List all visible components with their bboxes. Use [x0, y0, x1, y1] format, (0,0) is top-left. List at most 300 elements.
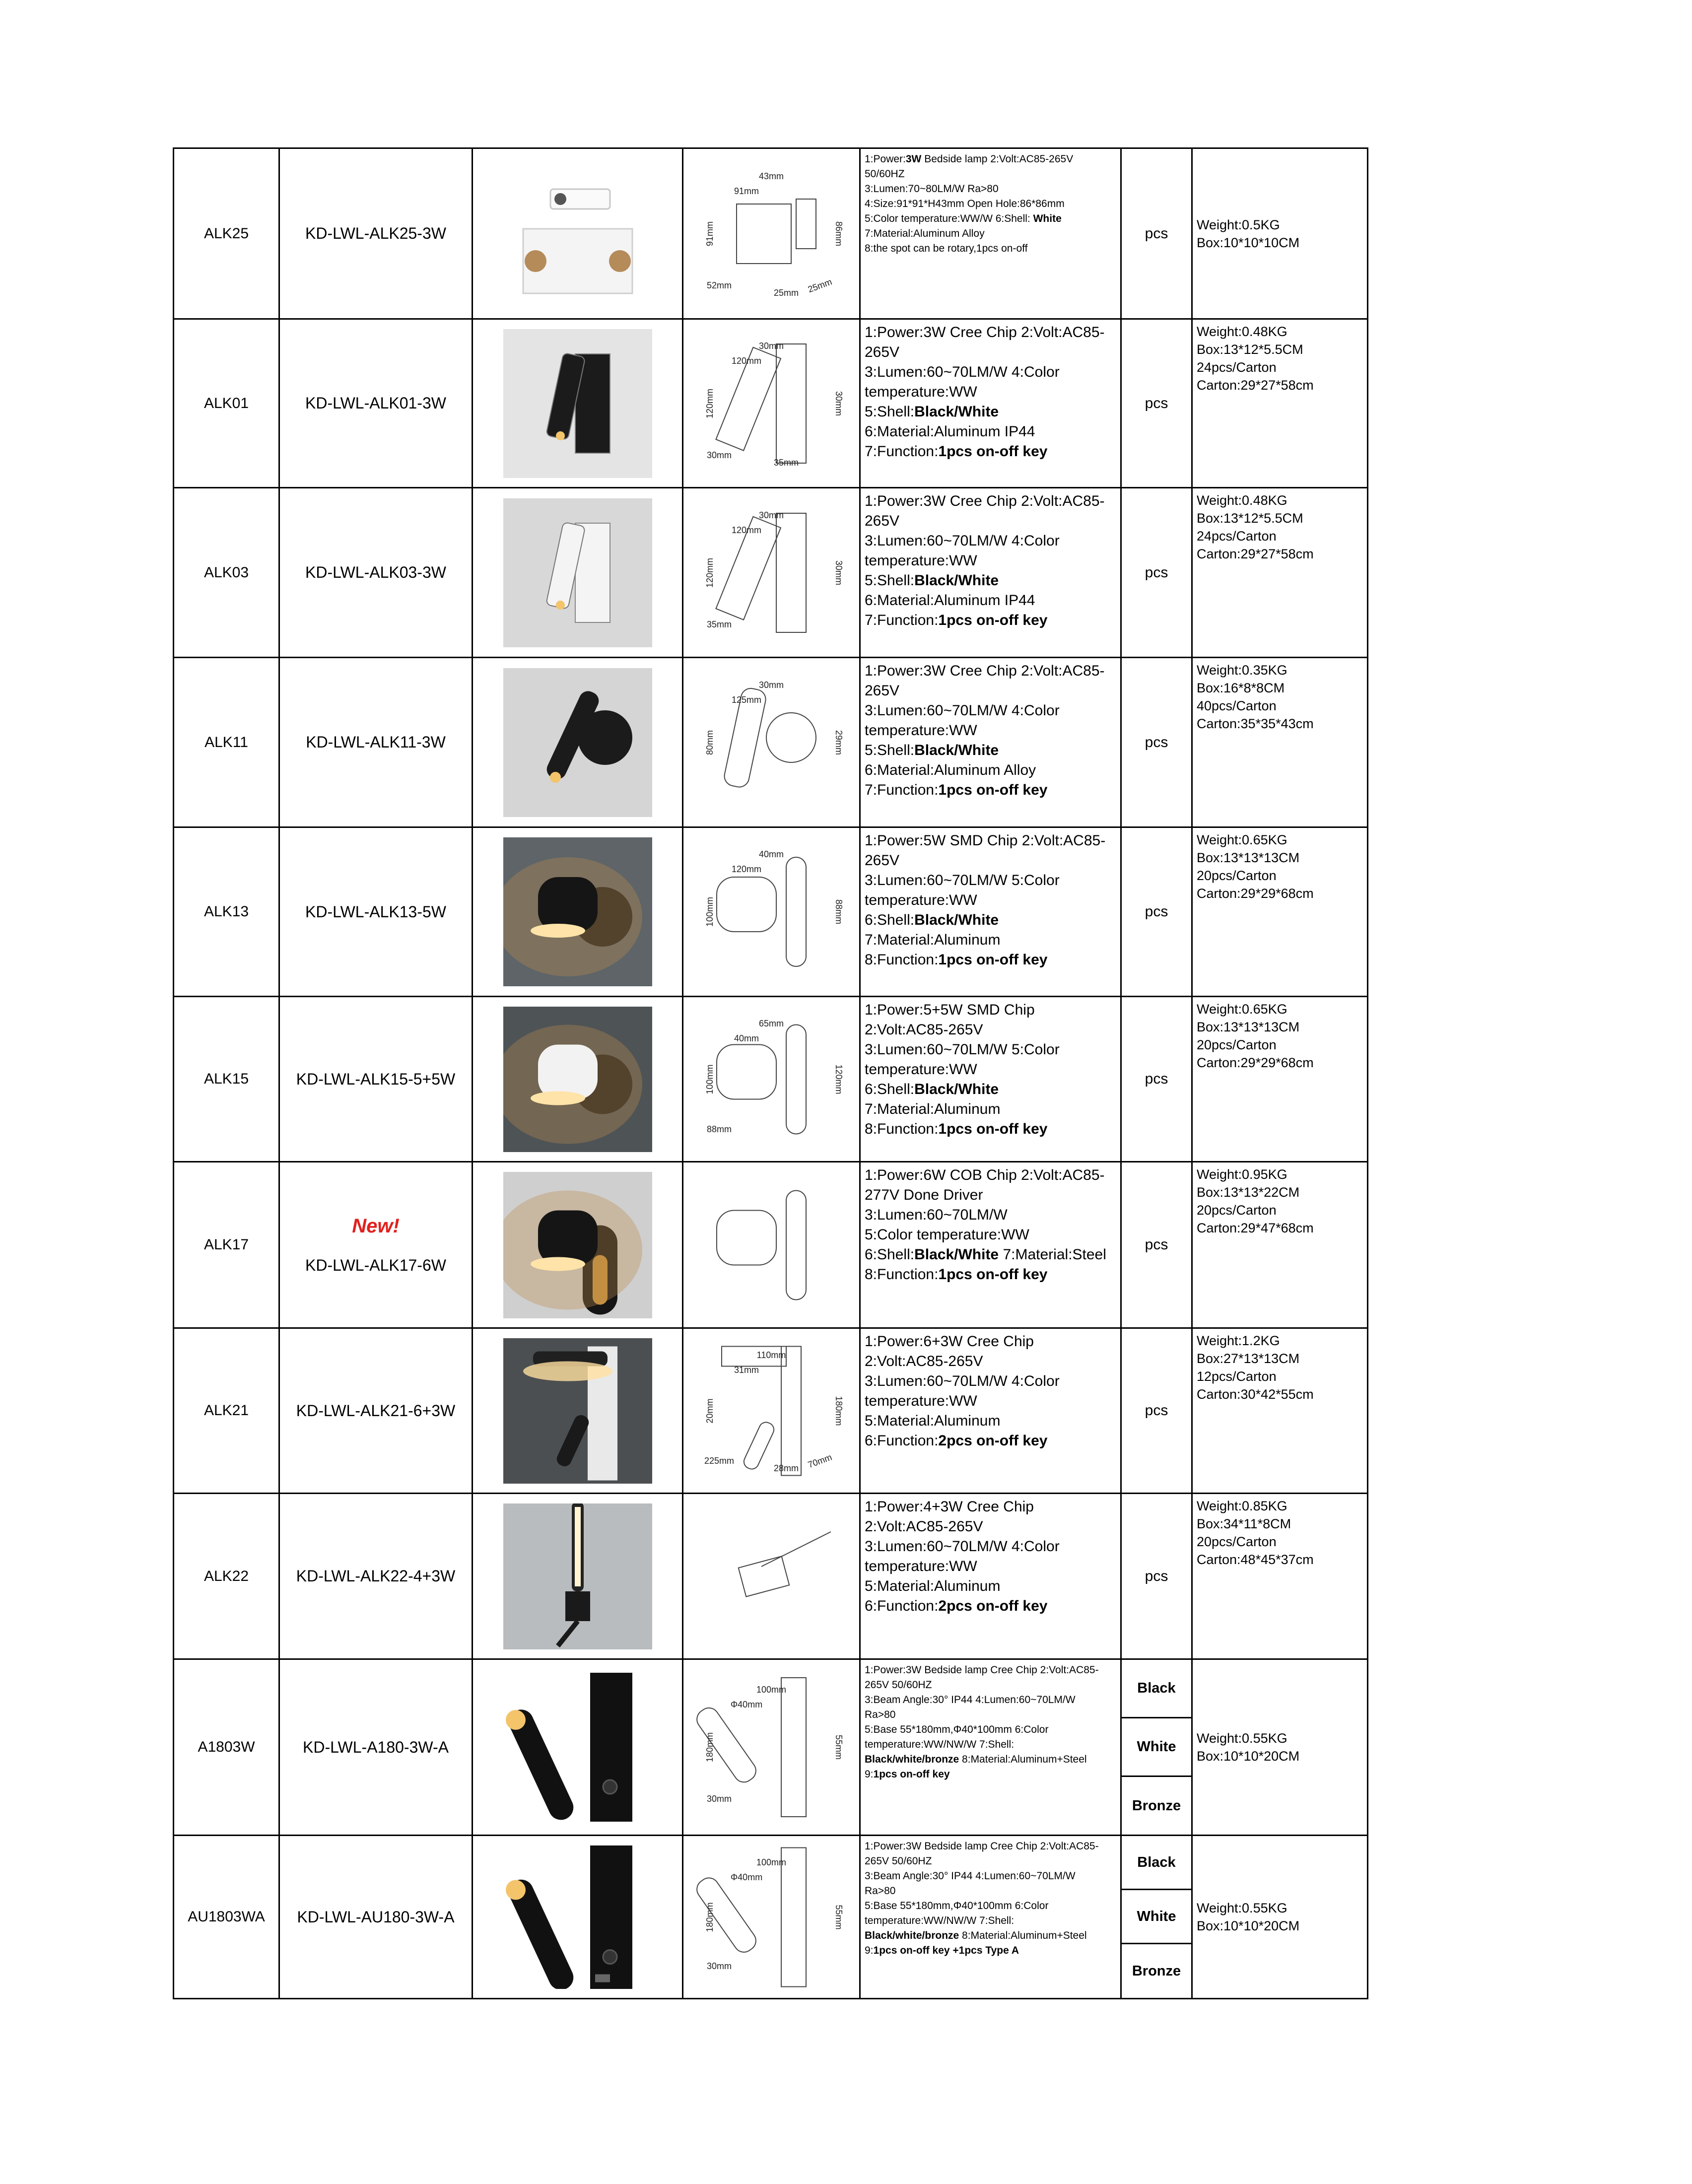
spec-line	[865, 1693, 1116, 1707]
packing-line: Carton:29*27*58cm	[1197, 378, 1314, 393]
spec-line	[865, 930, 1116, 950]
spec-cell	[860, 1328, 1121, 1494]
light-strip	[575, 1507, 581, 1586]
led-glow	[550, 772, 561, 783]
wall-plate	[590, 1845, 632, 1989]
product-photo-cell	[473, 148, 683, 319]
spec-line	[865, 1099, 1116, 1119]
led-glow	[531, 1091, 585, 1105]
new-badge: New!	[352, 1215, 400, 1237]
unit: pcs	[1121, 488, 1192, 658]
dimension-label: 30mm	[834, 391, 844, 416]
spec-highlight: White	[1033, 213, 1062, 224]
product-code	[279, 997, 473, 1162]
spec-highlight: 3W	[905, 153, 922, 165]
dimension-label: 30mm	[834, 560, 844, 585]
spec-highlight: Black/White	[914, 1246, 999, 1263]
dimension-drawing	[692, 159, 851, 308]
spec-text: 6:Function:	[865, 1433, 939, 1449]
spec-line	[865, 661, 1116, 681]
spec-text: 1:Power:6+3W Cree Chip	[865, 1333, 1034, 1350]
dimension-label: 86mm	[834, 221, 844, 246]
spec-text: 5:Base 55*180mm,Φ40*100mm 6:Color	[865, 1900, 1049, 1911]
model-number: AU1803WA	[174, 1836, 279, 1999]
packing-line: Carton:29*27*58cm	[1197, 546, 1314, 561]
dimension-drawing-cell	[683, 488, 860, 658]
model-number: ALK01	[174, 319, 279, 488]
spec-text: 1:Power:6W COB Chip 2:Volt:AC85-	[865, 1167, 1105, 1183]
spec-text: 3:Lumen:60~70LM/W 4:Color	[865, 702, 1060, 719]
spec-cell	[860, 1659, 1121, 1836]
dimension-label: 120mm	[731, 525, 762, 535]
packing-line: 12pcs/Carton	[1197, 1369, 1277, 1384]
spec-text: 265V	[865, 682, 900, 699]
spec-line	[865, 1431, 1116, 1451]
dimension-label: Φ40mm	[730, 1700, 763, 1709]
product-photo	[503, 498, 652, 647]
spec-text: 265V 50/60HZ	[865, 1679, 932, 1691]
packing-info	[1192, 488, 1368, 658]
model-number: ALK03	[174, 488, 279, 658]
outline	[739, 1556, 789, 1596]
spec-line	[865, 1943, 1116, 1958]
packing-line: Box:13*12*5.5CM	[1197, 511, 1303, 526]
dimension-label: 100mm	[705, 1064, 715, 1094]
dimension-label: 43mm	[758, 171, 784, 181]
dimension-label: 70mm	[807, 1451, 833, 1470]
dimension-label: 225mm	[704, 1455, 735, 1466]
spec-text: 2:Volt:AC85-265V	[865, 1518, 983, 1535]
spec-line	[865, 831, 1116, 851]
spec-line	[865, 531, 1116, 551]
packing-info	[1192, 1494, 1368, 1659]
packing-info	[1192, 827, 1368, 997]
outline	[742, 1420, 776, 1471]
spec-text: 277V Done Driver	[865, 1187, 983, 1203]
led-glow	[531, 1257, 585, 1271]
spec-line	[865, 1040, 1116, 1060]
spec-text: 3:Lumen:60~70LM/W	[865, 1207, 1008, 1223]
spec-line	[865, 323, 1116, 342]
spec-line	[865, 1752, 1116, 1767]
spec-highlight: 1pcs on-off key	[873, 1769, 950, 1780]
product-code-text: KD-LWL-ALK17-6W	[305, 1256, 446, 1274]
outline	[786, 1024, 806, 1134]
spec-line	[865, 571, 1116, 591]
dimension-label: 25mm	[773, 287, 799, 298]
spec-text: temperature:WW	[865, 892, 977, 908]
product-photo	[503, 329, 652, 478]
product-photo	[503, 1503, 652, 1649]
spec-line	[865, 442, 1116, 462]
spec-text: temperature:WW	[865, 1558, 977, 1574]
dimension-label: 30mm	[706, 450, 732, 460]
packing-info	[1192, 1659, 1368, 1836]
spec-text: 1:Power:4+3W Cree Chip	[865, 1499, 1034, 1515]
packing-line: Box:10*10*20CM	[1197, 1918, 1300, 1933]
dimension-label: 25mm	[807, 276, 833, 294]
spec-line	[865, 591, 1116, 611]
product-photo-cell	[473, 1494, 683, 1659]
table-row	[174, 1328, 1368, 1494]
dimension-drawing-cell	[683, 148, 860, 319]
dimension-drawing-cell	[683, 1162, 860, 1328]
spec-line	[865, 701, 1116, 721]
packing-line: Box:27*13*13CM	[1197, 1351, 1300, 1366]
table-row	[174, 997, 1368, 1162]
spec-text: 5:Color temperature:WW/W 6:Shell:	[865, 213, 1033, 224]
color-option: Black	[1121, 1659, 1192, 1718]
dimension-label: 35mm	[773, 457, 799, 468]
spec-line	[865, 1928, 1116, 1943]
product-code-text: KD-LWL-ALK13-5W	[305, 902, 446, 921]
spec-line	[865, 1839, 1116, 1854]
led-glow	[506, 1710, 526, 1730]
model-number: ALK25	[174, 148, 279, 319]
spec-line	[865, 1557, 1116, 1576]
product-code	[279, 319, 473, 488]
packing-line: Box:16*8*8CM	[1197, 681, 1285, 695]
spec-cell	[860, 1836, 1121, 1999]
spec-line	[865, 1000, 1116, 1020]
packing-line: Weight:0.35KG	[1197, 663, 1287, 678]
packing-line: Carton:35*35*43cm	[1197, 716, 1314, 731]
packing-line: 20pcs/Carton	[1197, 868, 1277, 883]
packing-line: Box:10*10*10CM	[1197, 235, 1300, 250]
spec-text: 8:Function:	[865, 1121, 939, 1137]
spec-line	[865, 950, 1116, 970]
spec-text: temperature:WW/NW/W 7:Shell:	[865, 1739, 1015, 1750]
color-option: Black	[1121, 1836, 1192, 1890]
packing-line: Weight:0.48KG	[1197, 493, 1287, 508]
dimension-label: 120mm	[705, 557, 715, 588]
spec-text: 6:Function:	[865, 1598, 939, 1614]
spec-line	[865, 1080, 1116, 1099]
packing-line: 20pcs/Carton	[1197, 1203, 1277, 1218]
packing-line: Carton:29*29*68cm	[1197, 886, 1314, 901]
dimension-label: 91mm	[705, 221, 715, 246]
switch-base	[565, 1591, 590, 1621]
spec-text: 5:Shell:	[865, 404, 915, 420]
table-row	[174, 488, 1368, 658]
product-photo	[503, 1172, 652, 1318]
spec-text: 6:Material:Aluminum Alloy	[865, 762, 1036, 778]
table-row	[174, 1494, 1368, 1659]
unit: pcs	[1121, 1328, 1192, 1494]
spec-line	[865, 1497, 1116, 1517]
spec-text: 8:the spot can be rotary,1pcs on-off	[865, 243, 1028, 254]
spec-text: 7:Function:	[865, 443, 939, 460]
spec-line	[865, 1869, 1116, 1884]
lens	[554, 193, 566, 205]
spec-text: 265V	[865, 344, 900, 360]
spec-line	[865, 1060, 1116, 1080]
dimension-label: 100mm	[756, 1685, 787, 1695]
dimension-label: 120mm	[731, 864, 762, 874]
spec-cell	[860, 488, 1121, 658]
spec-text: 5:Shell:	[865, 572, 915, 589]
spec-line	[865, 1225, 1116, 1245]
dimension-label: 20mm	[705, 1398, 715, 1424]
spec-text: Bedside lamp 2:Volt:AC85-265V	[921, 153, 1074, 165]
spec-highlight: Black/White	[914, 572, 999, 589]
outline	[737, 204, 791, 264]
unit: pcs	[1121, 827, 1192, 997]
spec-line	[865, 182, 1116, 197]
model-number: ALK11	[174, 658, 279, 827]
dimension-label: 65mm	[758, 1018, 784, 1028]
dimension-label: 35mm	[706, 619, 732, 629]
packing-line: Weight:0.85KG	[1197, 1499, 1287, 1513]
product-photo-cell	[473, 319, 683, 488]
spec-line	[865, 1576, 1116, 1596]
led-glow	[506, 1880, 526, 1900]
packing-info	[1192, 319, 1368, 488]
spec-cell	[860, 1494, 1121, 1659]
spec-text: 265V 50/60HZ	[865, 1855, 932, 1867]
product-photo	[503, 1338, 652, 1484]
spec-highlight: 1pcs on-off key	[938, 612, 1048, 628]
packing-info	[1192, 1162, 1368, 1328]
switch-button	[603, 1950, 617, 1964]
spec-line	[865, 1205, 1116, 1225]
packing-line: Carton:29*47*68cm	[1197, 1221, 1314, 1235]
spec-text: temperature:WW	[865, 552, 977, 569]
spec-text: 3:Lumen:60~70LM/W 5:Color	[865, 1041, 1060, 1058]
spec-line	[865, 741, 1116, 760]
dimension-drawing-cell	[683, 1494, 860, 1659]
spec-line	[865, 422, 1116, 442]
spec-line	[865, 871, 1116, 890]
spec-cell	[860, 827, 1121, 997]
spec-text: 3:Lumen:60~70LM/W 4:Color	[865, 1373, 1060, 1389]
product-photo-cell	[473, 827, 683, 997]
table-row	[174, 827, 1368, 997]
spec-text: 1:Power:5W SMD Chip 2:Volt:AC85-	[865, 832, 1106, 849]
spec-text: 5:Shell:	[865, 742, 915, 758]
spec-text: 7:Function:	[865, 782, 939, 798]
spec-line	[865, 721, 1116, 741]
spec-text: 8:Function:	[865, 1266, 939, 1283]
spec-line	[865, 1707, 1116, 1722]
spec-text: 1:Power:	[865, 153, 906, 165]
dimension-drawing	[692, 329, 851, 478]
spec-line	[865, 1663, 1116, 1678]
product-code	[279, 488, 473, 658]
model-number: ALK22	[174, 1494, 279, 1659]
spec-text: 5:Material:Aluminum	[865, 1413, 1001, 1429]
dimension-label: 180mm	[705, 1732, 715, 1763]
product-photo	[503, 1845, 652, 1989]
product-spec-table	[173, 147, 1368, 1999]
color-option: Bronze	[1121, 1944, 1192, 1999]
dimension-label: Φ40mm	[730, 1872, 763, 1882]
spec-line	[865, 152, 1116, 167]
spec-text: 2:Volt:AC85-265V	[865, 1022, 983, 1038]
dimension-label: 88mm	[706, 1124, 732, 1134]
spec-line	[865, 681, 1116, 701]
packing-info	[1192, 148, 1368, 319]
wall-plate	[590, 1673, 632, 1822]
product-photo-cell	[473, 1328, 683, 1494]
spec-text: 7:Material:Steel	[999, 1246, 1106, 1263]
light-glow	[523, 1361, 612, 1381]
outline	[717, 1044, 776, 1099]
packing-line: 20pcs/Carton	[1197, 1534, 1277, 1549]
spec-text: Ra>80	[865, 1709, 896, 1720]
model-number: ALK21	[174, 1328, 279, 1494]
spec-line	[865, 611, 1116, 630]
spec-line	[865, 167, 1116, 182]
spec-line	[865, 890, 1116, 910]
packing-line: Box:10*10*20CM	[1197, 1749, 1300, 1764]
spec-line	[865, 780, 1116, 800]
spec-line	[865, 1165, 1116, 1185]
product-code	[279, 827, 473, 997]
outline	[766, 713, 816, 762]
dimension-label: 80mm	[705, 730, 715, 755]
unit: pcs	[1121, 319, 1192, 488]
unit: pcs	[1121, 658, 1192, 827]
spec-text: 9:	[865, 1769, 874, 1780]
packing-line: Weight:0.5KG	[1197, 217, 1280, 232]
product-photo-cell	[473, 658, 683, 827]
outline	[786, 1190, 806, 1299]
dimension-drawing	[692, 1673, 851, 1822]
spec-text: temperature:WW	[865, 384, 977, 400]
dimension-label: 28mm	[773, 1463, 799, 1473]
product-code	[279, 1162, 473, 1328]
dimension-label: 55mm	[834, 1734, 844, 1760]
spec-text: 4:Size:91*91*H43mm Open Hole:86*86mm	[865, 198, 1065, 209]
table-row	[174, 658, 1368, 827]
outline	[786, 857, 806, 966]
spec-text: 8:Material:Aluminum+Steel	[959, 1754, 1087, 1765]
spec-text: 6:Shell:	[865, 912, 915, 928]
outline	[796, 199, 816, 249]
product-code	[279, 148, 473, 319]
dimension-drawing-cell	[683, 827, 860, 997]
spec-text: 1:Power:3W Bedside lamp Cree Chip 2:Volt:AC85-	[865, 1841, 1099, 1852]
spec-highlight: 2pcs on-off key	[938, 1598, 1048, 1614]
packing-info	[1192, 658, 1368, 827]
dimension-drawing	[692, 1172, 851, 1318]
packing-line: Weight:0.95KG	[1197, 1167, 1287, 1182]
table-row	[174, 1836, 1368, 1890]
dimension-drawing	[692, 1845, 851, 1989]
product-rows	[174, 148, 1368, 1999]
spec-text: 6:Shell:	[865, 1246, 915, 1263]
outline	[693, 1704, 759, 1786]
spec-text: temperature:WW	[865, 1061, 977, 1078]
dimension-label: 29mm	[834, 730, 844, 755]
spec-text: 5:Material:Aluminum	[865, 1578, 1001, 1594]
spec-text: 3:Lumen:70~80LM/W Ra>80	[865, 183, 999, 195]
spec-highlight: Black/white/bronze	[865, 1930, 959, 1941]
spec-line	[865, 1899, 1116, 1913]
led-glow	[531, 924, 585, 938]
spec-line	[865, 226, 1116, 241]
dimension-drawing-cell	[683, 1328, 860, 1494]
product-code-text: KD-LWL-ALK15-5+5W	[296, 1070, 456, 1088]
packing-line: 24pcs/Carton	[1197, 360, 1277, 375]
dimension-drawing-cell	[683, 658, 860, 827]
spec-text: 7:Material:Aluminum Alloy	[865, 228, 985, 239]
table-row	[174, 319, 1368, 488]
spec-text: 7:Function:	[865, 612, 939, 628]
spec-text: 5:Base 55*180mm,Φ40*100mm 6:Color	[865, 1724, 1049, 1735]
product-code-text: KD-LWL-ALK21-6+3W	[296, 1401, 456, 1420]
spec-line	[865, 342, 1116, 362]
spec-cell	[860, 997, 1121, 1162]
spec-line	[865, 1332, 1116, 1352]
product-code-text: KD-LWL-ALK25-3W	[305, 224, 446, 242]
dimension-drawing-cell	[683, 1659, 860, 1836]
switch-button	[603, 1780, 617, 1794]
spec-line	[865, 1411, 1116, 1431]
packing-info	[1192, 1328, 1368, 1494]
spec-text: 50/60HZ	[865, 168, 905, 180]
packing-line: Box:34*11*8CM	[1197, 1516, 1291, 1531]
spec-line	[865, 1517, 1116, 1537]
drum-head	[538, 877, 598, 932]
packing-line: 24pcs/Carton	[1197, 529, 1277, 544]
spec-line	[865, 491, 1116, 511]
dimension-label: 40mm	[734, 1033, 759, 1043]
spec-text: 265V	[865, 852, 900, 869]
dimension-label: 100mm	[705, 896, 715, 927]
dimension-label: 180mm	[834, 1395, 844, 1426]
product-photo-cell	[473, 488, 683, 658]
packing-line: 40pcs/Carton	[1197, 698, 1277, 713]
spec-line	[865, 1391, 1116, 1411]
outline	[781, 1847, 806, 1986]
product-code-text: KD-LWL-ALK22-4+3W	[296, 1567, 456, 1585]
spec-text: 1:Power:3W Cree Chip 2:Volt:AC85-	[865, 493, 1105, 509]
table-row	[174, 1162, 1368, 1328]
dimension-label: 180mm	[705, 1902, 715, 1932]
dimension-drawing-cell	[683, 319, 860, 488]
spec-text: temperature:WW	[865, 722, 977, 739]
led-glow	[556, 431, 565, 440]
spec-cell	[860, 148, 1121, 319]
spec-line	[865, 1884, 1116, 1899]
dimension-label: 30mm	[758, 510, 784, 520]
spec-cell	[860, 1162, 1121, 1328]
spec-text: 3:Lumen:60~70LM/W 5:Color	[865, 872, 1060, 888]
outline	[717, 877, 776, 932]
spec-text: 3:Beam Angle:30° IP44 4:Lumen:60~70LM/W	[865, 1694, 1076, 1706]
spec-highlight: 1pcs on-off key	[938, 1121, 1048, 1137]
product-code	[279, 1659, 473, 1836]
product-code-text: KD-LWL-A180-3W-A	[303, 1738, 449, 1756]
dimension-label: 30mm	[706, 1961, 732, 1971]
packing-line: Weight:0.55KG	[1197, 1731, 1287, 1746]
spec-text: temperature:WW	[865, 1393, 977, 1409]
product-photo	[503, 837, 652, 986]
spec-line	[865, 1596, 1116, 1616]
product-photo-cell	[473, 1162, 683, 1328]
product-code-text: KD-LWL-ALK03-3W	[305, 563, 446, 581]
dimension-drawing	[692, 668, 851, 817]
dimension-label: 40mm	[758, 849, 784, 859]
spec-text: 6:Material:Aluminum IP44	[865, 423, 1035, 440]
outline	[717, 1210, 776, 1265]
model-number: ALK15	[174, 997, 279, 1162]
model-number: ALK17	[174, 1162, 279, 1328]
spec-text: 7:Material:Aluminum	[865, 932, 1001, 948]
spec-highlight: Black/White	[914, 404, 999, 420]
